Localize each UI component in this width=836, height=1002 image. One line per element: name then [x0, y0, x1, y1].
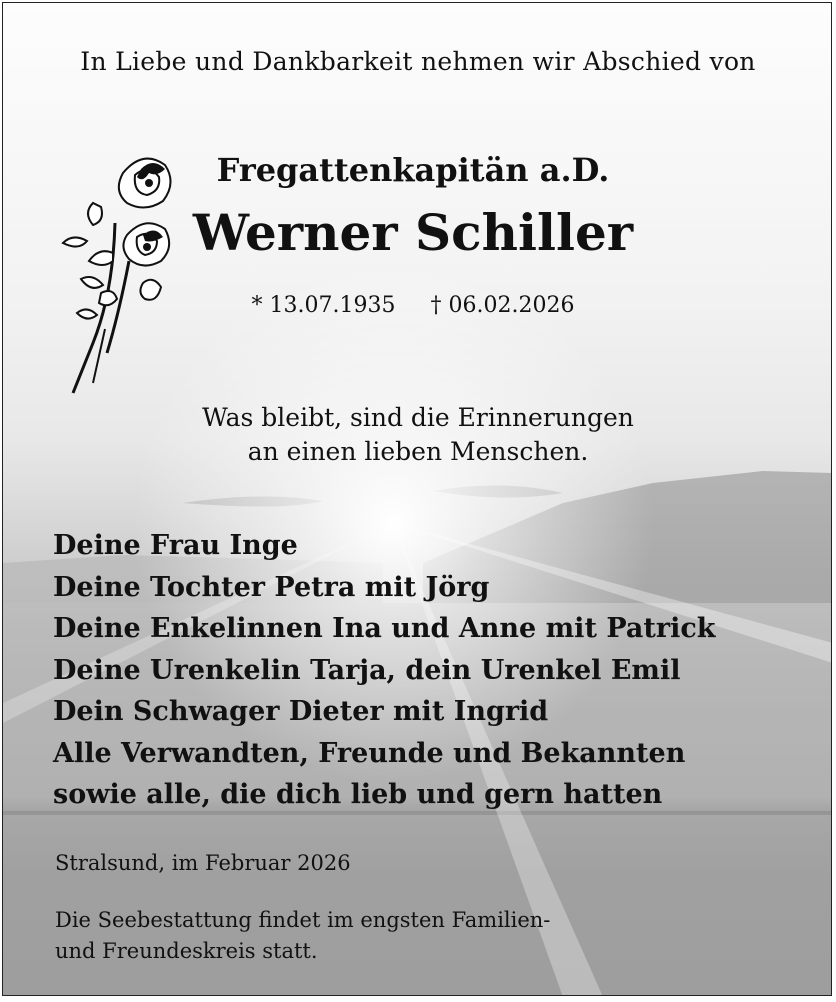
memorial-quote	[3, 401, 832, 469]
mourner-line: Deine Tochter Petra mit Jörg	[53, 571, 490, 603]
mourner-line: Alle Verwandten, Freunde und Bekannten	[53, 737, 686, 769]
deceased-name: Werner Schiller	[192, 203, 634, 262]
place-date: Stralsund, im Februar 2026	[55, 851, 351, 875]
quote-line: Was bleibt, sind die Erinnerungen	[202, 403, 634, 432]
burial-line: Die Seebestattung findet im engsten Familien-	[55, 908, 551, 932]
birth-date: * 13.07.1935	[251, 293, 396, 318]
life-dates	[183, 293, 643, 318]
rank-title: Fregattenkapitän a.D.	[216, 151, 610, 189]
mourner-line: Deine Urenkelin Tarja, dein Urenkel Emil	[53, 654, 681, 686]
burial-line: und Freundeskreis statt.	[55, 939, 318, 963]
mourner-line: Deine Enkelinnen Ina und Anne mit Patrick	[53, 613, 716, 644]
death-date: † 06.02.2026	[430, 293, 575, 318]
mourners-list	[53, 525, 716, 816]
rose-icon	[53, 143, 183, 403]
mourner-line: Deine Frau Inge	[53, 530, 298, 561]
quote-line: an einen lieben Menschen.	[247, 437, 589, 466]
mourner-line: Dein Schwager Dieter mit Ingrid	[53, 696, 549, 727]
mourner-line: sowie alle, die dich lieb und gern hatten	[53, 779, 663, 810]
intro-text: In Liebe und Dankbarkeit nehmen wir Abschied von	[80, 47, 756, 76]
obituary-notice	[2, 2, 832, 996]
burial-note	[55, 905, 550, 967]
